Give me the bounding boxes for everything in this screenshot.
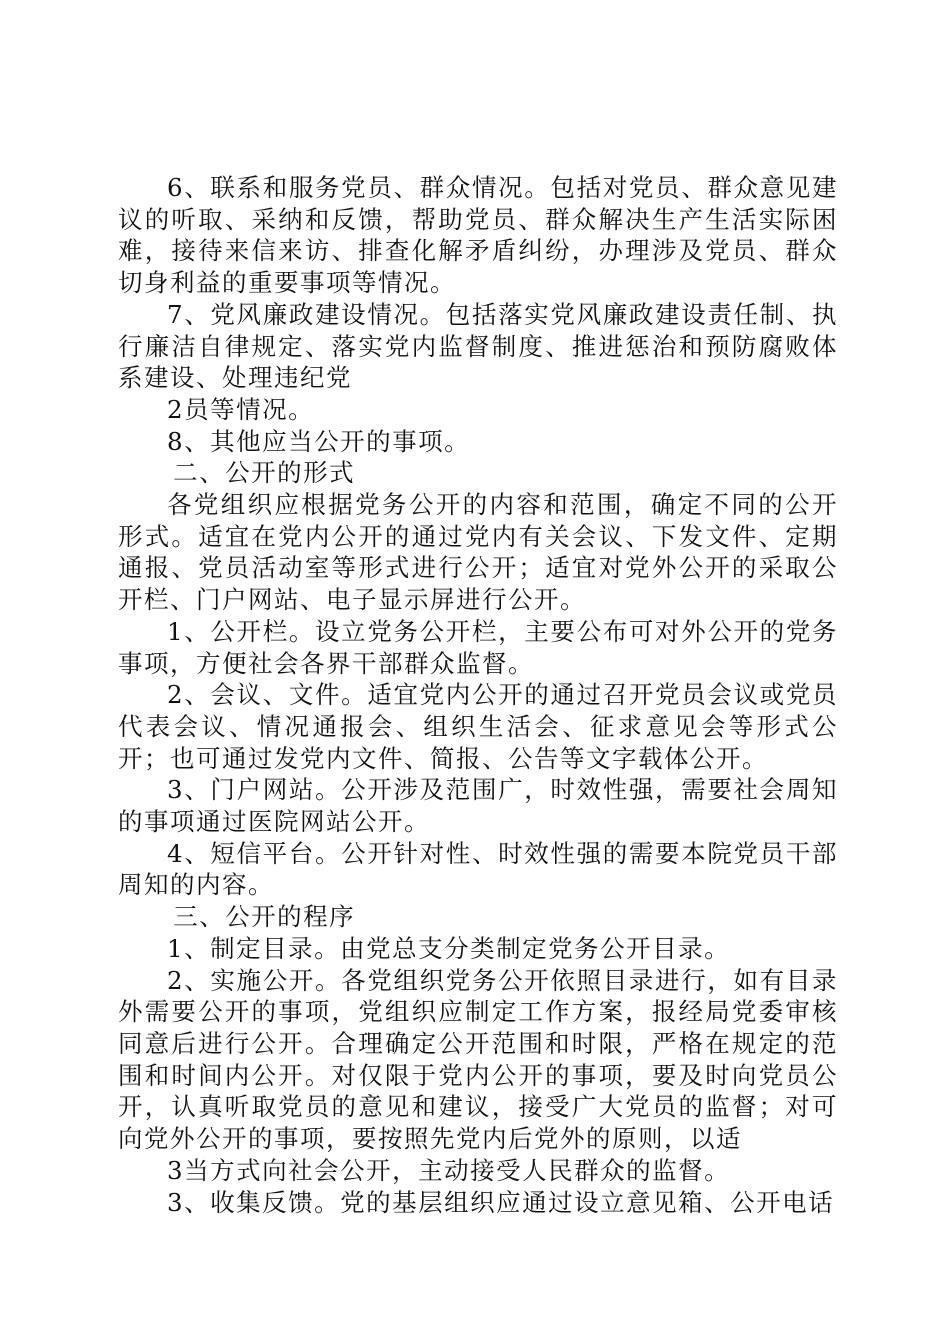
paragraph-step-2-implement: 2、实施公开。各党组织党务公开依照目录进行，如有目录外需要公开的事项，党组织应制定工作方案，报经局党委审核同意后进行公开。合理确定公开范围和时限，严格在规定的范围和时间内公开。对仅限于党内公开的事项，要及时向党员公开，认真听取党员的意见和建议，接受广大党员的监督；对可向党外公开的事项，要按照先党内后党外的原则，以适: [118, 965, 838, 1154]
paragraph-continuation-page-2: 2员等情况。: [167, 394, 315, 424]
paragraph-item-8-other: 8、其他应当公开的事项。: [167, 426, 471, 456]
paragraph-step-3-feedback: 3、收集反馈。党的基层组织应通过设立意见箱、公开电话: [167, 1187, 835, 1217]
paragraph-item-6-contact-service: 6、联系和服务党员、群众情况。包括对党员、群众意见建议的听取、采纳和反馈，帮助党员、群众解决生产生活实际困难，接待来信来访、排查化解矛盾纠纷，办理涉及党员、群众切身利益的重要事项等情况。: [118, 173, 838, 298]
paragraph-form-1-bulletin: 1、公开栏。设立党务公开栏，主要公布可对外公开的党务事项，方便社会各界干部群众监督。: [118, 616, 838, 678]
paragraph-form-2-meetings: 2、会议、文件。适宜党内公开的通过召开党员会议或党员代表会议、情况通报会、组织生活会、征求意见会等形式公开；也可通过发党内文件、简报、公告等文字载体公开。: [118, 680, 838, 773]
section-heading-procedure: 三、公开的程序: [173, 902, 356, 932]
paragraph-step-1-catalog: 1、制定目录。由党总支分类制定党务公开目录。: [167, 933, 731, 963]
paragraph-form-4-sms: 4、短信平台。公开针对性、时效性强的需要本院党员干部周知的内容。: [118, 838, 838, 900]
section-heading-forms: 二、公开的形式: [173, 458, 356, 488]
paragraph-item-7-integrity: 7、党风廉政建设情况。包括落实党风廉政建设责任制、执行廉洁自律规定、落实党内监督制度、推进惩治和预防腐败体系建设、处理违纪党: [118, 299, 838, 393]
paragraph-form-3-website: 3、门户网站。公开涉及范围广，时效性强，需要社会周知的事项通过医院网站公开。: [118, 775, 838, 837]
paragraph-continuation-page-3: 3当方式向社会公开，主动接受人民群众的监督。: [167, 1155, 731, 1185]
paragraph-forms-intro: 各党组织应根据党务公开的内容和范围，确定不同的公开形式。适宜在党内公开的通过党内有关会议、下发文件、定期通报、党员活动室等形式进行公开；适宜对党外公开的采取公开栏、门户网站、电子显示屏进行公开。: [118, 490, 838, 615]
document-body: [118, 172, 838, 1218]
